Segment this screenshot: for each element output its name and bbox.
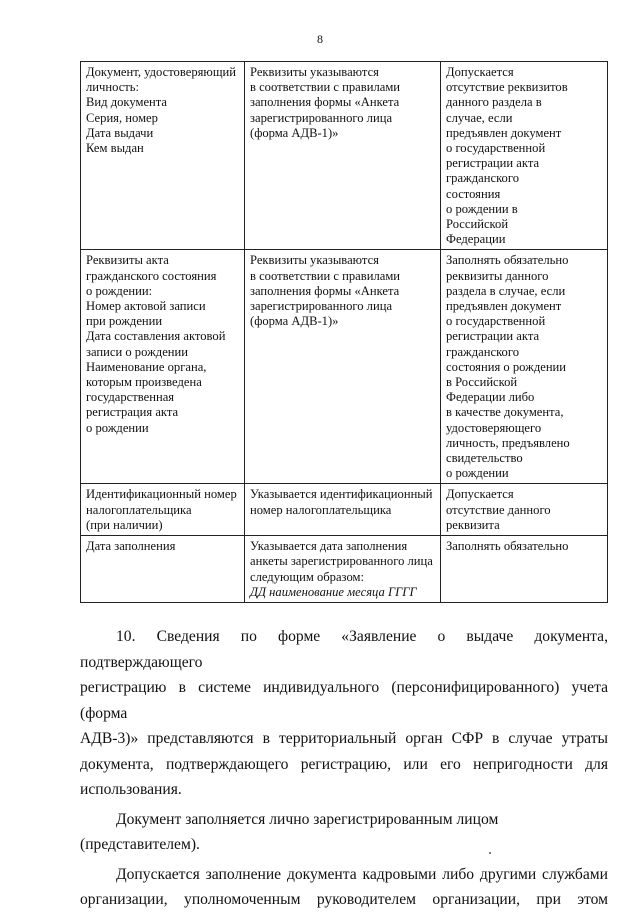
field-name-cell	[81, 62, 245, 250]
note-cell	[441, 62, 608, 250]
cell-line: Допускается	[446, 487, 514, 502]
cell-line: Дата составления актовой	[86, 329, 226, 344]
field-name-cell	[81, 250, 245, 484]
cell-line: состояния о рождении	[446, 359, 567, 374]
cell-line: (форма АДВ-1)»	[250, 125, 339, 140]
cell-line: налогоплательщика	[86, 502, 192, 517]
cell-line: о рождении в	[446, 201, 518, 216]
cell-line: в Российской	[446, 375, 518, 390]
cell-line: о рождении:	[86, 283, 153, 298]
cell-line: (форма АДВ-1)»	[250, 314, 339, 329]
paragraph-line: АДВ-3)» представляются в территориальный орган СФР в случае утраты	[80, 730, 608, 747]
cell-line: предъявлен документ	[446, 125, 562, 140]
paragraph-11-text: Документ заполняется лично зарегистрированным лицом (представителем).	[80, 810, 499, 853]
cell-line: реквизиты данного	[446, 268, 549, 283]
cell-line: о государственной	[446, 141, 546, 156]
cell-line: Вид документа	[86, 95, 168, 110]
cell-line: Наименование органа,	[86, 359, 207, 374]
paragraph-line: Допускается заполнение документа кадровыми либо другими службами	[116, 865, 608, 883]
cell-line: о рождении	[86, 420, 149, 435]
cell-line: Указывается дата заполнения	[250, 539, 408, 554]
date-format-line: ДД наименование месяца ГГГГ	[250, 584, 417, 599]
table-row	[81, 62, 608, 250]
cell-line: личность:	[86, 80, 140, 95]
field-name-cell	[81, 484, 245, 536]
cell-line: заполнения формы «Анкета	[250, 283, 400, 298]
instruction-cell	[245, 536, 441, 603]
page-number: 8	[317, 32, 323, 46]
cell-line: отсутствие реквизитов	[446, 80, 568, 95]
table-row	[81, 484, 608, 536]
body-text	[80, 624, 608, 913]
cell-line: гражданского	[446, 171, 520, 186]
scan-speck	[489, 852, 491, 854]
cell-line: регистрации акта	[446, 156, 540, 171]
cell-line: Идентификационный номер	[86, 487, 237, 502]
cell-line: регистрация акта	[86, 405, 179, 420]
cell-line: Заполнять обязательно	[446, 253, 569, 268]
note-cell	[441, 250, 608, 484]
cell-line: Документ, удостоверяющий	[86, 65, 236, 79]
cell-line: о рождении	[446, 466, 509, 481]
paragraph-12	[80, 862, 608, 913]
cell-line: номер налогоплательщика	[250, 502, 392, 517]
cell-line: регистрации акта	[446, 329, 540, 344]
paragraph-line: документа, подтверждающего регистрацию, или его непригодности для	[80, 755, 608, 773]
paragraph-line: регистрацию в системе индивидуального (персонифицированного) учета (форма	[80, 679, 608, 722]
paragraph-11	[80, 807, 608, 858]
cell-line: Федерации	[446, 232, 506, 247]
cell-line: Заполнять обязательно	[446, 539, 569, 554]
cell-line: Федерации либо	[446, 390, 535, 405]
cell-line: Допускается	[446, 65, 514, 79]
cell-line: Указывается идентификационный	[250, 487, 433, 502]
paragraph-line: организации, уполномоченным руководителем организации, при этом	[80, 891, 608, 908]
cell-line: предъявлен документ	[446, 299, 562, 314]
paragraph-line: использования.	[80, 781, 182, 798]
cell-line: гражданского	[446, 344, 520, 359]
cell-line: следующим образом:	[250, 569, 364, 584]
cell-line: анкеты зарегистрированного лица	[250, 554, 433, 569]
cell-line: Серия, номер	[86, 110, 158, 125]
cell-line: гражданского состояния	[86, 268, 217, 283]
table-row	[81, 536, 608, 603]
instruction-cell	[245, 250, 441, 484]
note-cell	[441, 484, 608, 536]
cell-line: раздела в случае, если	[446, 283, 566, 298]
cell-line: в соответствии с правилами	[250, 80, 401, 95]
cell-line: реквизита	[446, 517, 500, 532]
cell-line: в соответствии с правилами	[250, 268, 401, 283]
cell-line: свидетельство	[446, 451, 523, 466]
cell-line: Реквизиты указываются	[250, 253, 379, 268]
cell-line: (при наличии)	[86, 517, 163, 532]
cell-line: Реквизиты акта	[86, 253, 169, 268]
table-row	[81, 250, 608, 484]
field-name-cell	[81, 536, 245, 603]
cell-line: удостоверяющего	[446, 420, 542, 435]
instruction-cell	[245, 484, 441, 536]
cell-line: в качестве документа,	[446, 405, 564, 420]
cell-line: случае, если	[446, 110, 513, 125]
cell-line: Реквизиты указываются	[250, 65, 379, 79]
note-cell	[441, 536, 608, 603]
requisites-table	[80, 61, 608, 603]
cell-line: личность, предъявлено	[446, 435, 570, 450]
paragraph-line: 10. Сведения по форме «Заявление о выдаче документа, подтверждающего	[80, 628, 608, 671]
cell-line: записи о рождении	[86, 344, 188, 359]
cell-line: Дата заполнения	[86, 539, 176, 554]
cell-line: Кем выдан	[86, 141, 144, 156]
cell-line: при рождении	[86, 314, 163, 329]
cell-line: состояния	[446, 186, 501, 201]
instruction-cell	[245, 62, 441, 250]
cell-line: Номер актовой записи	[86, 299, 206, 314]
cell-line: которым произведена	[86, 375, 202, 390]
cell-line: Дата выдачи	[86, 125, 154, 140]
cell-line: данного раздела в	[446, 95, 542, 110]
cell-line: государственная	[86, 390, 175, 405]
paragraph-10	[80, 624, 608, 803]
cell-line: отсутствие данного	[446, 502, 551, 517]
cell-line: заполнения формы «Анкета	[250, 95, 400, 110]
cell-line: о государственной	[446, 314, 546, 329]
cell-line: Российской	[446, 217, 509, 232]
cell-line: зарегистрированного лица	[250, 110, 393, 125]
cell-line: зарегистрированного лица	[250, 299, 393, 314]
